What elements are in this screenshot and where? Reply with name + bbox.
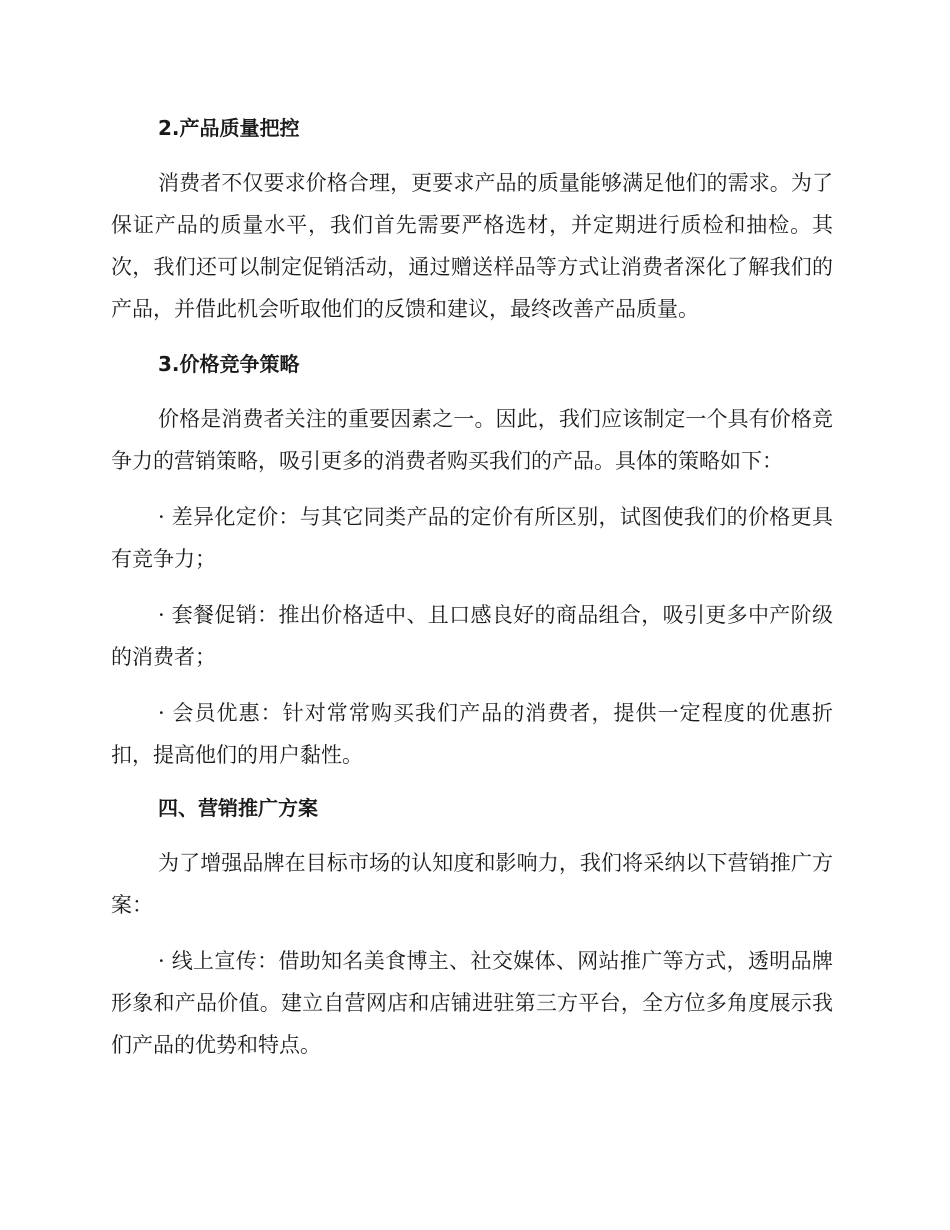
paragraph-pricing-intro: 价格是消费者关注的重要因素之一。因此，我们应该制定一个具有价格竞争力的营销策略，吸引更多的消费者购买我们的产品。具体的策略如下： xyxy=(111,407,833,473)
section-heading-marketing: 四、营销推广方案 xyxy=(158,796,318,820)
section-heading-quality: 2.产品质量把控 xyxy=(158,116,300,140)
section-heading-pricing: 3.价格竞争策略 xyxy=(158,352,300,376)
bullet-online-promotion: · 线上宣传：借助知名美食博主、社交媒体、网站推广等方式，透明品牌形象和产品价值。建立自营网店和店铺进驻第三方平台，全方位多角度展示我们产品的优势和特点。 xyxy=(111,949,833,1057)
bullet-member-discount: · 会员优惠：针对常常购买我们产品的消费者，提供一定程度的优惠折扣，提高他们的用户黏性。 xyxy=(111,701,833,767)
paragraph-marketing-intro: 为了增强品牌在目标市场的认知度和影响力，我们将采纳以下营销推广方案： xyxy=(111,851,833,917)
paragraph-quality: 消费者不仅要求价格合理，更要求产品的质量能够满足他们的需求。为了保证产品的质量水平，我们首先需要严格选材，并定期进行质检和抽检。其次，我们还可以制定促销活动，通过赠送样品等方式让消费者深化了解我们的产品，并借此机会听取他们的反馈和建议，最终改善产品质量。 xyxy=(111,171,833,321)
bullet-package-promotion: · 套餐促销：推出价格适中、且口感良好的商品组合，吸引更多中产阶级的消费者； xyxy=(111,603,833,669)
bullet-differentiated-pricing: · 差异化定价：与其它同类产品的定价有所区别，试图使我们的价格更具有竞争力； xyxy=(111,505,833,571)
